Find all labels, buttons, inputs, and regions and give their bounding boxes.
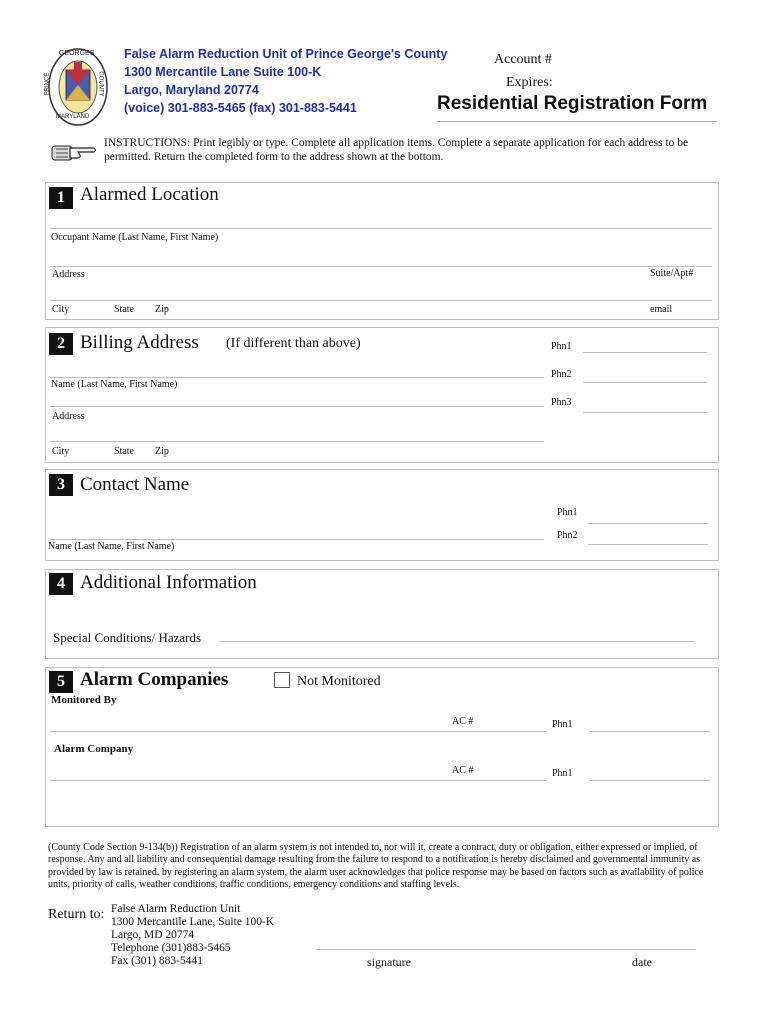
signature-field[interactable] <box>316 949 696 950</box>
city-label: City <box>52 304 70 315</box>
section-5-number: 5 <box>49 671 73 693</box>
monitor-ac-label: AC # <box>452 716 474 727</box>
section-1-number: 1 <box>49 187 73 209</box>
form-title: Residential Registration Form <box>437 93 708 114</box>
alarm-company-field[interactable] <box>50 780 546 781</box>
return-org: False Alarm Reduction Unit <box>111 903 241 915</box>
section-2-subtitle: (If different than above) <box>226 336 361 351</box>
email-label: email <box>650 304 673 315</box>
not-monitored-label: Not Monitored <box>297 674 381 689</box>
billing-phn3-label: Phn3 <box>551 397 572 408</box>
contact-phn1-field[interactable] <box>588 523 708 524</box>
section-5-box <box>45 667 719 827</box>
account-label: Account # <box>494 52 552 67</box>
billing-name-label: Name (Last Name, First Name) <box>51 379 178 390</box>
pointing-hand-icon <box>50 140 98 164</box>
not-monitored-checkbox[interactable] <box>274 672 290 688</box>
seal-right-text: COUNTY <box>97 71 104 97</box>
alarm-phn1-label: Phn1 <box>552 768 573 779</box>
seal-left-text: PRINCE <box>44 72 51 96</box>
section-4-number: 4 <box>49 573 73 595</box>
suite-label: Suite/Apt# <box>650 268 694 279</box>
zip-label: Zip <box>155 304 169 315</box>
billing-phn3-field[interactable] <box>583 412 707 413</box>
contact-phn2-field[interactable] <box>588 544 708 545</box>
org-city-line: Largo, Maryland 20774 <box>124 83 259 97</box>
monitored-by-field[interactable] <box>50 731 546 732</box>
org-address-line: 1300 Mercantile Lane Suite 100-K <box>124 65 322 79</box>
contact-phn1-label: Phn1 <box>557 507 578 518</box>
section-2-number: 2 <box>49 333 73 355</box>
return-telephone: Telephone (301)883-5465 <box>111 942 231 954</box>
section-3-title: Contact Name <box>80 474 190 495</box>
state-label: State <box>114 304 134 315</box>
billing-state-label: State <box>114 446 134 457</box>
seal-bottom-text: MARYLAND <box>56 114 90 120</box>
expires-label: Expires: <box>506 75 553 90</box>
seal-top-text: GEORGES <box>59 50 95 57</box>
address-label: Address <box>52 269 85 280</box>
disclaimer-text: (County Code Section 9-134(b)) Registration of an alarm system is not intended to, nor will it, create a contract, duty or obligation, either expressed or implied, of response. Any and all liability and consequential damage resulting from the failure to respond to a notification is hereby disclaimed and governmental immunity as provided by law is retained. by registering an alarm system, the alarm user acknowledges that police response may be based on factors such as availability of police units, priority of calls, weather conditions, traffic conditions, emergency conditions and staffing levels. <box>48 842 704 890</box>
monitor-phn1-field[interactable] <box>590 731 710 732</box>
section-3-number: 3 <box>49 474 73 496</box>
instructions-text: INSTRUCTIONS: Print legibly or type. Complete all application items. Complete a separate application for each address to be permitted. Return the completed form to the address shown at the bottom. <box>104 137 689 163</box>
alarm-company-label: Alarm Company <box>54 743 134 755</box>
special-conditions-label: Special Conditions/ Hazards <box>53 630 202 645</box>
billing-phn2-label: Phn2 <box>551 369 572 380</box>
monitor-phn1-label: Phn1 <box>552 719 573 730</box>
billing-city-label: City <box>52 446 70 457</box>
alarm-phn1-field[interactable] <box>590 780 710 781</box>
billing-city-field[interactable] <box>50 441 544 442</box>
contact-name-field[interactable] <box>50 539 544 540</box>
signature-label: signature <box>367 955 411 969</box>
alarm-ac-label: AC # <box>452 765 474 776</box>
contact-name-label: Name (Last Name, First Name) <box>48 541 175 552</box>
county-seal <box>44 48 108 126</box>
header-divider <box>437 121 717 122</box>
billing-phn1-field[interactable] <box>583 352 707 353</box>
return-city: Largo, MD 20774 <box>111 929 195 941</box>
city-state-zip-field[interactable] <box>50 300 712 301</box>
section-4-title: Additional Information <box>80 572 257 593</box>
section-2-title: Billing Address <box>80 332 199 353</box>
address-field[interactable] <box>50 266 712 267</box>
occupant-name-label: Occupant Name (Last Name, First Name) <box>51 232 219 243</box>
return-address: 1300 Mercantile Lane, Suite 100-K <box>111 916 275 928</box>
billing-address-field[interactable] <box>50 406 544 407</box>
contact-phn2-label: Phn2 <box>557 530 578 541</box>
monitored-by-label: Monitored By <box>51 694 117 706</box>
billing-zip-label: Zip <box>155 446 169 457</box>
org-name: False Alarm Reduction Unit of Prince George's County <box>124 47 448 61</box>
billing-address-label: Address <box>52 411 85 422</box>
section-5-title: Alarm Companies <box>80 669 229 690</box>
occupant-name-field[interactable] <box>50 228 712 229</box>
billing-phn1-label: Phn1 <box>551 341 572 352</box>
billing-name-field[interactable] <box>50 377 544 378</box>
section-1-title: Alarmed Location <box>80 184 219 205</box>
return-fax: Fax (301) 883-5441 <box>111 955 203 967</box>
return-to-label: Return to: <box>48 907 105 922</box>
date-label: date <box>632 955 652 969</box>
special-conditions-field[interactable] <box>219 641 695 642</box>
org-phone-line: (voice) 301-883-5465 (fax) 301-883-5441 <box>124 101 357 115</box>
billing-phn2-field[interactable] <box>583 382 707 383</box>
